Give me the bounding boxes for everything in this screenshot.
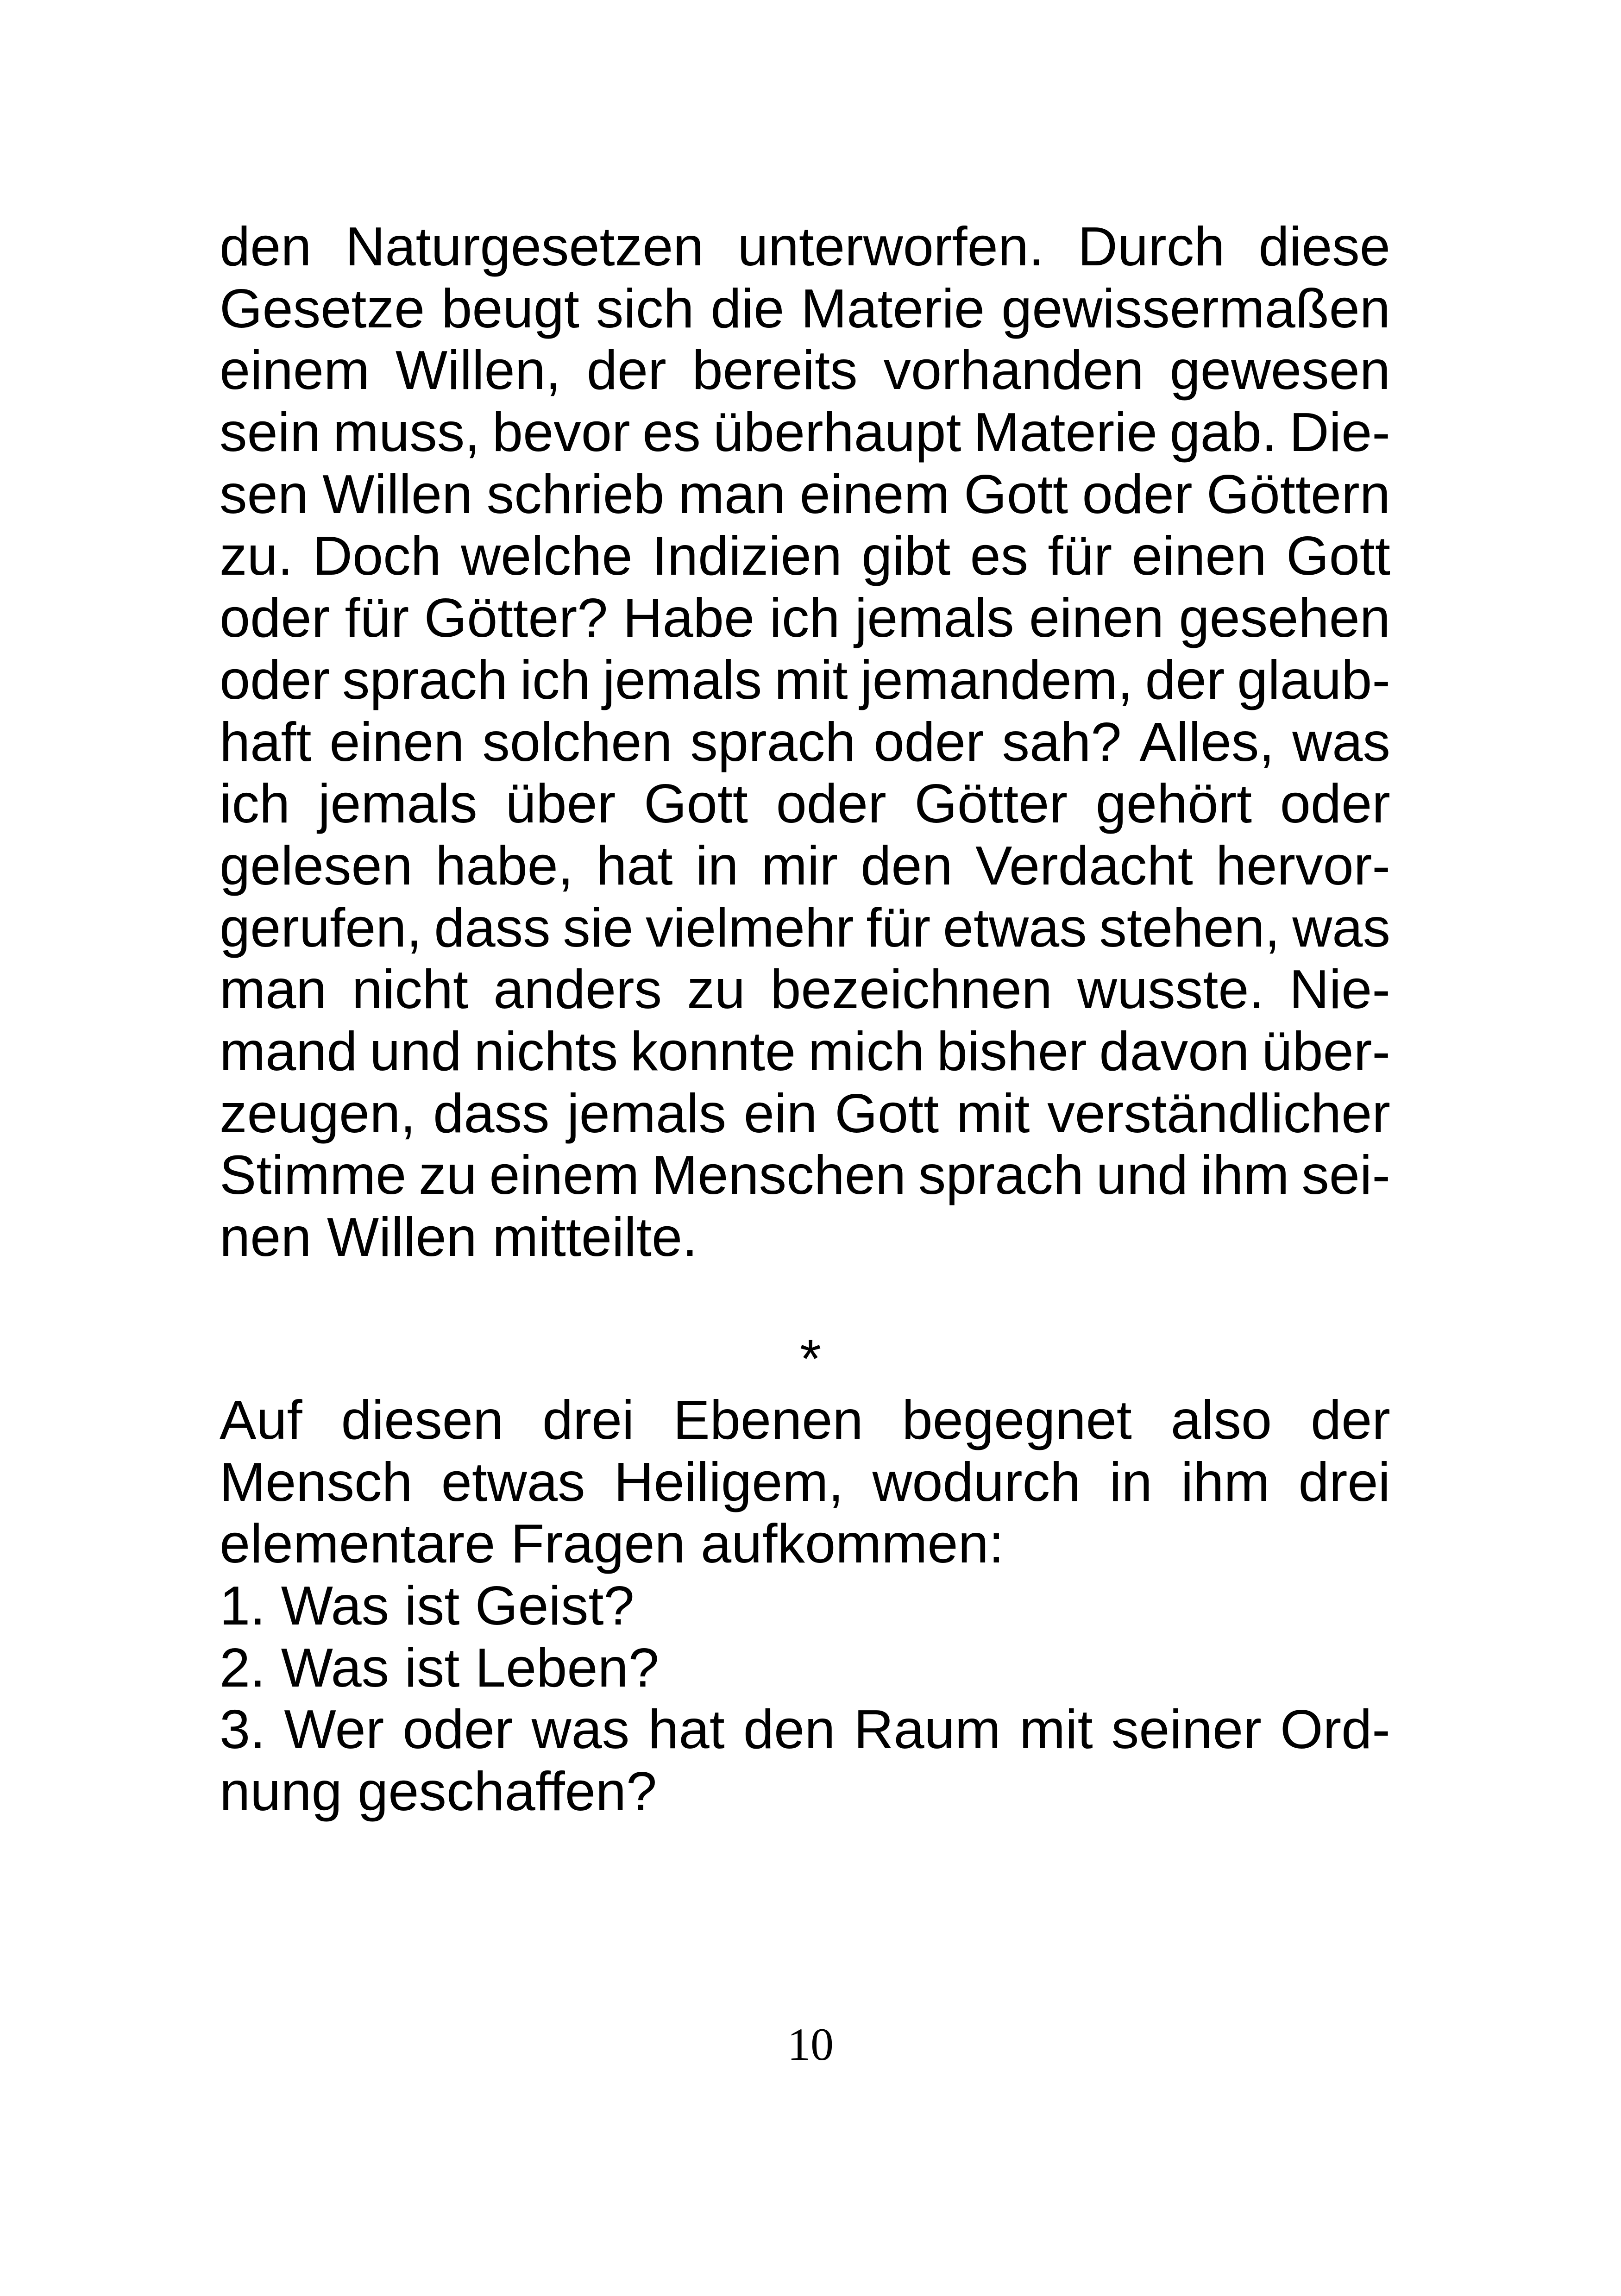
word: Raum <box>854 1699 1001 1761</box>
word: oder <box>402 1699 513 1761</box>
word: sein <box>220 401 321 464</box>
word: Materie <box>801 277 985 339</box>
word: was <box>1292 897 1390 959</box>
word: diesen <box>341 1389 504 1451</box>
word: man <box>678 463 786 525</box>
word: nichts <box>474 1020 618 1082</box>
word: ist <box>404 1637 460 1699</box>
word: bereits <box>692 339 858 401</box>
word: bezeichnen <box>770 959 1052 1021</box>
word: ihm <box>1181 1451 1270 1513</box>
word: Was <box>281 1637 390 1699</box>
word: 1. <box>220 1575 266 1637</box>
word: aufkommen: <box>701 1513 1004 1575</box>
word: oder <box>873 711 984 773</box>
word: gewissermaßen <box>1001 277 1390 339</box>
word: mitteilte. <box>492 1206 698 1268</box>
word: Indizien <box>652 525 842 587</box>
word: Auf <box>220 1389 302 1451</box>
word: mit <box>1019 1699 1093 1761</box>
word: muss, <box>333 401 480 464</box>
word: zu <box>687 959 746 1021</box>
word: jemals <box>603 649 762 711</box>
word: und <box>1096 1144 1188 1206</box>
word: schrieb <box>486 463 665 525</box>
text-line <box>220 216 1390 278</box>
word: Gott <box>644 773 748 835</box>
word: jemandem, <box>860 649 1133 711</box>
word: hat <box>596 834 673 897</box>
word: über <box>505 773 616 835</box>
text-line <box>220 1021 1390 1083</box>
word: Stimme <box>220 1144 407 1206</box>
word: Nie- <box>1289 959 1390 1021</box>
word: für <box>1048 525 1112 587</box>
word: für <box>345 587 409 649</box>
text-line <box>220 1451 1390 1513</box>
word: gesehen <box>1179 587 1390 649</box>
word: zeugen, <box>220 1082 416 1144</box>
word: vielmehr <box>646 897 854 959</box>
word: sprach <box>918 1144 1084 1206</box>
paragraph-drei-fragen <box>220 1389 1390 1823</box>
word: Ord- <box>1280 1699 1390 1761</box>
word: stehen, <box>1099 897 1280 959</box>
word: sie <box>563 897 634 959</box>
word: Gott <box>1286 525 1390 587</box>
word: Willen <box>327 1206 477 1268</box>
word: Ebenen <box>673 1389 863 1451</box>
list-item <box>220 1637 1390 1699</box>
word: hat <box>648 1699 725 1761</box>
word: zu <box>418 1144 477 1206</box>
word: der <box>1310 1389 1390 1451</box>
word: Gott <box>964 463 1068 525</box>
word: was <box>1292 711 1390 773</box>
text-line-last <box>220 1206 1390 1268</box>
word: habe, <box>435 834 573 897</box>
text-line <box>220 649 1390 711</box>
word: welche <box>461 525 633 587</box>
word: geschaffen? <box>358 1761 657 1823</box>
word: in <box>695 834 739 897</box>
word: der <box>586 339 666 401</box>
word: ich <box>520 649 591 711</box>
word: gelesen <box>220 834 413 897</box>
word: und <box>370 1020 462 1082</box>
text-line <box>220 587 1390 649</box>
text-line <box>220 959 1390 1021</box>
word: beugt <box>441 277 579 339</box>
text-line <box>220 464 1390 526</box>
word: mit <box>774 649 848 711</box>
word: Alles, <box>1139 711 1275 773</box>
word: mand <box>220 1020 358 1082</box>
word: einem <box>799 463 950 525</box>
word: Leben? <box>475 1637 659 1699</box>
word: was <box>531 1699 630 1761</box>
word: oder <box>1280 773 1390 835</box>
text-line <box>220 278 1390 340</box>
word: wodurch <box>872 1451 1081 1513</box>
word: sich <box>596 277 694 339</box>
list-item <box>220 1699 1390 1761</box>
word: Was <box>281 1575 390 1637</box>
word: sprach <box>342 649 508 711</box>
word: über- <box>1262 1020 1390 1082</box>
word: einen <box>1029 587 1164 649</box>
word: Materie <box>974 401 1157 464</box>
word: unterworfen. <box>737 216 1044 277</box>
text-line <box>220 339 1390 401</box>
word: oder <box>776 773 886 835</box>
word: dass <box>433 1082 550 1144</box>
word: Durch <box>1078 216 1225 277</box>
word: ein <box>743 1082 817 1144</box>
word: ich <box>769 587 840 649</box>
word: nen <box>220 1206 312 1268</box>
word: es <box>970 525 1029 587</box>
word: verständlicher <box>1047 1082 1390 1144</box>
word: 2. <box>220 1637 266 1699</box>
word: den <box>220 216 312 277</box>
word: sei- <box>1301 1144 1390 1206</box>
word: diese <box>1258 216 1390 277</box>
word: einem <box>220 339 370 401</box>
word: Heiligem, <box>614 1451 844 1513</box>
word: davon <box>1099 1020 1250 1082</box>
word: seiner <box>1111 1699 1262 1761</box>
word: Habe <box>622 587 755 649</box>
paragraph-naturgesetze <box>220 216 1390 1268</box>
word: gab. <box>1169 401 1277 464</box>
list-item-continuation <box>220 1761 1390 1823</box>
word: man <box>220 959 327 1021</box>
text-line <box>220 1389 1390 1451</box>
word: 3. <box>220 1699 266 1761</box>
word: Gesetze <box>220 277 425 339</box>
word: überhaupt <box>713 401 961 464</box>
word: ist <box>404 1575 460 1637</box>
word: gerufen, <box>220 897 422 959</box>
word: Fragen <box>510 1513 685 1575</box>
word: den <box>743 1699 836 1761</box>
word: mit <box>956 1082 1030 1144</box>
word: gehört <box>1095 773 1252 835</box>
word: ihm <box>1200 1144 1289 1206</box>
word: zu. <box>220 525 293 587</box>
word: die <box>710 277 785 339</box>
word: sprach <box>690 711 856 773</box>
word: Geist? <box>475 1575 635 1637</box>
text-line <box>220 1083 1390 1145</box>
word: haft <box>220 711 312 773</box>
word: konnte <box>630 1020 796 1082</box>
word: begegnet <box>902 1389 1132 1451</box>
word: Menschen <box>652 1144 906 1206</box>
word: einem <box>489 1144 640 1206</box>
word: Götter? <box>424 587 608 649</box>
text-line <box>220 1513 1390 1575</box>
word: jemals <box>318 773 478 835</box>
word: jemals <box>567 1082 727 1144</box>
word: anders <box>493 959 662 1021</box>
word: für <box>866 897 931 959</box>
word: in <box>1109 1451 1152 1513</box>
page-number: 10 <box>787 2019 834 2070</box>
word: Mensch <box>220 1451 413 1513</box>
word: wusste. <box>1077 959 1264 1021</box>
word: mir <box>761 834 838 897</box>
text-line <box>220 711 1390 773</box>
word: einen <box>1131 525 1267 587</box>
word: Verdacht <box>975 834 1193 897</box>
list-item <box>220 1575 1390 1637</box>
word: glaub- <box>1237 649 1390 711</box>
text-line <box>220 1144 1390 1206</box>
word: oder <box>1082 463 1193 525</box>
word: oder <box>220 587 330 649</box>
section-separator: * <box>799 1328 822 1390</box>
word: der <box>1145 649 1225 711</box>
word: mich <box>808 1020 925 1082</box>
word: Doch <box>313 525 441 587</box>
word: nicht <box>352 959 469 1021</box>
text-line <box>220 401 1390 464</box>
word: hervor- <box>1216 834 1390 897</box>
word: jemals <box>854 587 1014 649</box>
word: Gott <box>835 1082 939 1144</box>
text-line <box>220 897 1390 959</box>
word: Wer <box>284 1699 384 1761</box>
word: Göttern <box>1206 463 1390 525</box>
word: vorhanden <box>883 339 1144 401</box>
word: Willen <box>322 463 473 525</box>
word: Willen, <box>395 339 561 401</box>
word: den <box>861 834 953 897</box>
word: gewesen <box>1169 339 1390 401</box>
word: sen <box>220 463 308 525</box>
word: etwas <box>441 1451 585 1513</box>
text-line <box>220 835 1390 897</box>
word: bevor <box>492 401 630 464</box>
word: nung <box>220 1761 342 1823</box>
text-line <box>220 773 1390 835</box>
word: bisher <box>936 1020 1087 1082</box>
word: Die- <box>1289 401 1390 464</box>
word: oder <box>220 649 330 711</box>
word: solchen <box>482 711 672 773</box>
word: also <box>1170 1389 1272 1451</box>
word: es <box>642 401 701 464</box>
text-line <box>220 525 1390 587</box>
word: ich <box>220 773 290 835</box>
word: dass <box>434 897 551 959</box>
word: drei <box>1298 1451 1390 1513</box>
word: Götter <box>914 773 1068 835</box>
word: elementare <box>220 1513 496 1575</box>
word: drei <box>542 1389 635 1451</box>
word: sah? <box>1002 711 1122 773</box>
word: gibt <box>861 525 951 587</box>
word: einen <box>329 711 465 773</box>
word: etwas <box>942 897 1087 959</box>
word: Naturgesetzen <box>345 216 704 277</box>
